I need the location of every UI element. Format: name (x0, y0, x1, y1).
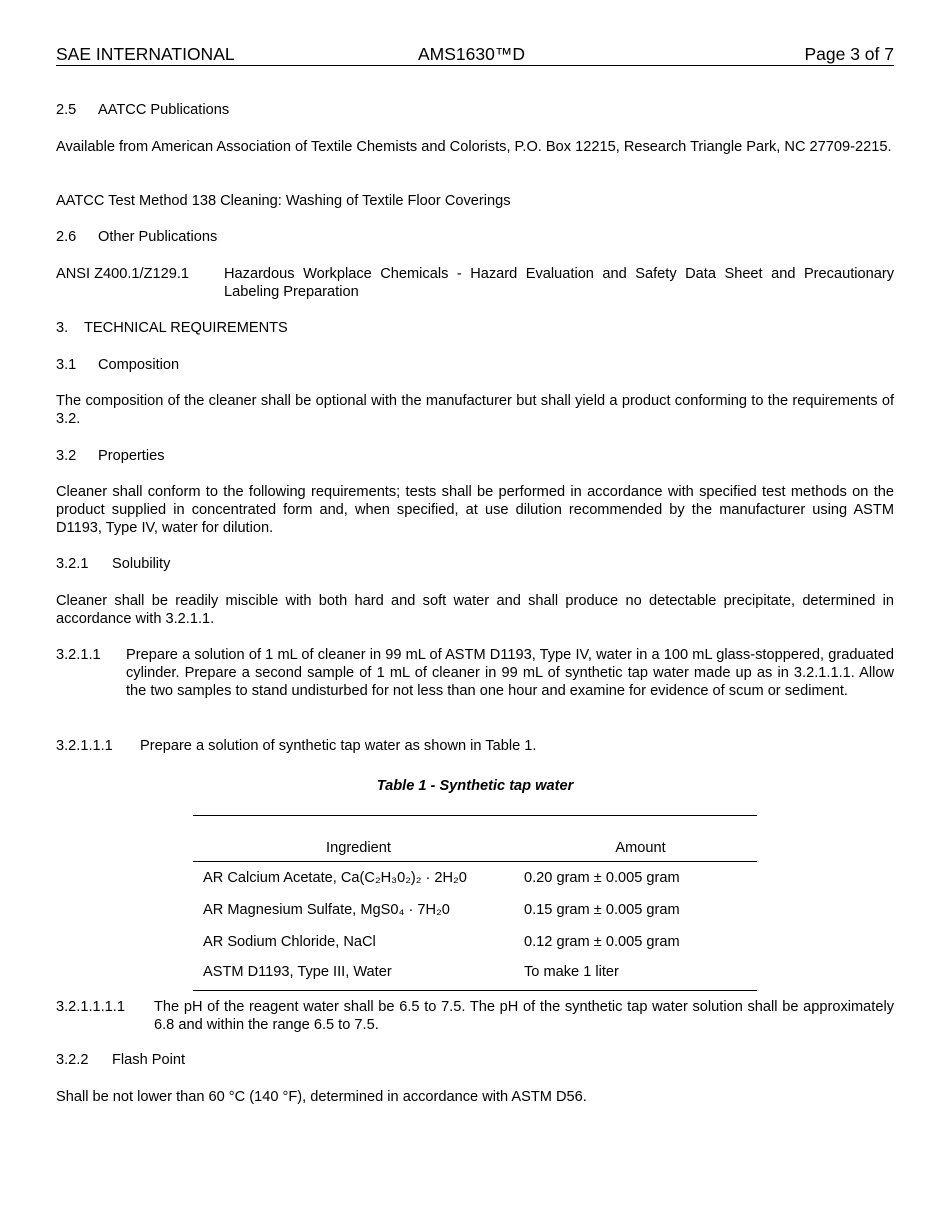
properties-text: Cleaner shall conform to the following requirements; tests shall be performed in accordance with specified test methods on the product supplied in concentrated form and, when specified, at use dilution recommended by the manufacturer using ASTM D1193, Type IV, water for dilution. (56, 484, 894, 536)
table-row (193, 926, 757, 958)
aatcc-test-method: AATCC Test Method 138 Cleaning: Washing of Textile Floor Coverings (56, 193, 511, 209)
section-3-2-1-heading (56, 555, 894, 573)
table-title: Table 1 - Synthetic tap water (376, 778, 574, 794)
ingredient-cell: AR Calcium Acetate, Ca(C₂H₃0₂)₂ · 2H₂0 (203, 870, 467, 886)
section-title: AATCC Publications (98, 102, 230, 118)
section-number: 3.2.1.1.1 (56, 738, 113, 754)
section-title: TECHNICAL REQUIREMENTS (84, 320, 288, 336)
header-doc-id: AMS1630™D (418, 44, 525, 64)
section-number: 3.2.1.1 (56, 647, 101, 663)
table-row (193, 894, 757, 926)
table-header-row (193, 816, 757, 862)
amount-cell: 0.20 gram ± 0.005 gram (524, 870, 680, 886)
table-row (193, 958, 757, 991)
amount-cell: 0.15 gram ± 0.005 gram (524, 902, 680, 918)
section-title: Flash Point (112, 1052, 186, 1068)
reference-code: ANSI Z400.1/Z129.1 (56, 266, 190, 282)
section-text: Prepare a solution of 1 mL of cleaner in 99 mL of ASTM D1193, Type IV, water in a 100 mL glass-stoppered, graduated cylinder. Prepare a second sample of 1 mL of cleaner in 99 mL of synthetic tap water made up as in 3.2.1.1.1. Allow the two samples to stand undisturbed for not less than one hour and examine for evidence of scum or sediment. (126, 647, 894, 699)
header-org: SAE INTERNATIONAL (56, 44, 235, 64)
amount-cell: To make 1 liter (524, 964, 619, 980)
section-number: 3.1 (56, 357, 77, 373)
section-number: 3.2.1.1.1.1 (56, 999, 125, 1015)
section-3-1-heading (56, 356, 894, 374)
section-number: 2.5 (56, 102, 77, 118)
section-number: 3.2 (56, 448, 77, 464)
column-header: Amount (524, 816, 757, 862)
table-row (193, 862, 757, 895)
section-title: Solubility (112, 556, 171, 572)
section-title: Other Publications (98, 229, 218, 245)
section-2-6-heading (56, 228, 894, 246)
section-2-5-heading (56, 101, 894, 119)
section-title: Properties (98, 448, 165, 464)
section-number: 3.2.2 (56, 1052, 89, 1068)
section-3-heading (56, 319, 894, 337)
reference-title: Hazardous Workplace Chemicals - Hazard Evaluation and Safety Data Sheet and Precautionary Labeling Preparation (224, 266, 894, 300)
section-number: 3.2.1 (56, 556, 89, 572)
section-3-2-heading (56, 447, 894, 465)
section-number: 2.6 (56, 229, 77, 245)
solubility-text: Cleaner shall be readily miscible with both hard and soft water and shall produce no detectable precipitate, determined in accordance with 3.2.1.1. (56, 593, 894, 627)
flash-point-text: Shall be not lower than 60 °C (140 °F), determined in accordance with ASTM D56. (56, 1089, 587, 1105)
amount-cell: 0.12 gram ± 0.005 gram (524, 934, 680, 950)
ingredient-text: AR Calcium Acetate, Ca(C (203, 870, 375, 886)
ingredient-text: AR Magnesium Sulfate, MgS0 (203, 902, 399, 918)
header-page-number: Page 3 of 7 (804, 44, 894, 64)
section-number: 3. (56, 320, 69, 336)
aatcc-availability: Available from American Association of Textile Chemists and Colorists, P.O. Box 12215, Research Triangle Park, NC 27709-2215. (56, 139, 892, 155)
ingredient-cell: AR Sodium Chloride, NaCl (203, 934, 376, 950)
section-text: Prepare a solution of synthetic tap water as shown in Table 1. (140, 738, 537, 754)
section-3-2-2-heading (56, 1051, 894, 1069)
ingredient-cell: AR Magnesium Sulfate, MgS0₄ · 7H₂0 (203, 902, 450, 918)
column-header: Ingredient (193, 816, 524, 862)
section-text: The pH of the reagent water shall be 6.5 to 7.5. The pH of the synthetic tap water solution shall be approximately 6.8 and within the range 6.5 to 7.5. (154, 999, 894, 1033)
composition-text: The composition of the cleaner shall be optional with the manufacturer but shall yield a product conforming to the requirements of 3.2. (56, 393, 894, 427)
page-header (56, 44, 894, 66)
ingredient-cell: ASTM D1193, Type III, Water (203, 964, 392, 980)
section-title: Composition (98, 357, 180, 373)
synthetic-tap-water-table (193, 815, 757, 991)
